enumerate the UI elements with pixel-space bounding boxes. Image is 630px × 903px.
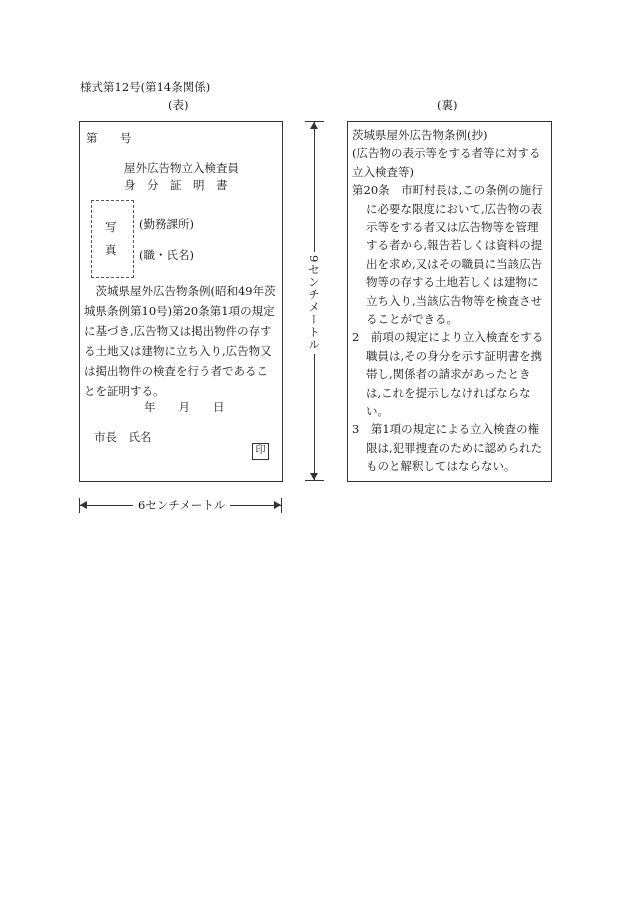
height-dimension-label: 9センチメートル <box>306 252 322 354</box>
certificate-number-prefix: 第 <box>86 131 98 145</box>
front-card <box>79 121 283 482</box>
paragraph-2-line-1: 2 前項の規定により立入検査をする <box>352 330 544 345</box>
back-label: (裏) <box>437 98 458 112</box>
certification-line-4: る土地又は建物に立ち入り,広告物又 <box>84 344 272 358</box>
certificate-number-suffix: 号 <box>120 131 132 145</box>
back-subtitle-line-1: (広告物の表示等をする者等に対する <box>352 146 541 161</box>
department-label: (勤務課所) <box>139 217 194 231</box>
certification-line-6: とを証明する。 <box>84 384 165 398</box>
article-20-line-2: に必要な限度において,広告物の表 <box>366 201 543 216</box>
issue-date: 年 月 日 <box>144 400 225 414</box>
position-name-label: (職・氏名) <box>139 248 194 262</box>
height-arrow-bottom <box>310 473 318 480</box>
article-20-line-4: する者から,報告若しくは資料の提 <box>366 238 543 253</box>
paragraph-3-line-2: 限は,犯罪捜査のために認められた <box>366 440 543 455</box>
certification-line-2: 城県条例第10号)第20条第1項の規定 <box>84 304 275 318</box>
article-20-line-8: ることができる。 <box>366 312 458 326</box>
paragraph-2-line-5: い。 <box>366 404 389 418</box>
form-title: 様式第12号(第14条関係) <box>80 80 211 94</box>
certification-line-3: に基づき,広告物又は掲出物件の存す <box>84 324 272 338</box>
article-20-line-3: 示等をする者又は広告物等を管理 <box>366 220 539 234</box>
height-arrow-top <box>310 122 318 129</box>
paragraph-2-line-2: 職員は,その身分を示す証明書を携 <box>366 348 543 363</box>
back-subtitle-line-2: 立入検査等) <box>352 164 414 179</box>
width-dimension-label: 6センチメートル <box>133 497 230 513</box>
mayor-name: 市長 氏名 <box>94 430 152 444</box>
photo-char-2: 真 <box>105 243 117 257</box>
back-title: 茨城県屋外広告物条例(抄) <box>352 128 488 142</box>
photo-area <box>91 200 134 278</box>
paragraph-3-line-3: ものと解釈してはならない。 <box>366 459 516 474</box>
seal-mark: 印 <box>252 443 269 460</box>
width-arrow-left <box>80 501 87 509</box>
certification-line-1: 茨城県屋外広告物条例(昭和49年茨 <box>84 284 276 298</box>
article-20-line-5: 出を求め,又はその職員に当該広告 <box>366 256 543 271</box>
article-20-line-6: 物等の存する土地若しくは建物に <box>366 275 539 290</box>
width-arrow-right <box>274 501 281 509</box>
back-card <box>347 121 552 482</box>
paragraph-3-line-1: 3 第1項の規定による立入検査の権 <box>352 422 540 437</box>
front-label: (表) <box>168 98 189 112</box>
card-title-line2: 身 分 証 明 書 <box>124 178 228 192</box>
paragraph-2-line-4: は,これを提示しなければならな <box>366 385 531 400</box>
article-20-line-7: 立ち入り,当該広告物等を検査させ <box>366 293 543 308</box>
width-tick-right <box>281 498 282 513</box>
certification-line-5: は掲出物件の検査を行う者であるこ <box>84 364 268 378</box>
height-tick-bottom <box>305 480 324 481</box>
article-20-line-1: 第20条 市町村長は,この条例の施行 <box>352 183 543 198</box>
paragraph-2-line-3: 帯し,関係者の請求があったとき <box>366 367 531 382</box>
photo-char-1: 写 <box>105 220 117 234</box>
card-title-line1: 屋外広告物立入検査員 <box>124 161 239 175</box>
